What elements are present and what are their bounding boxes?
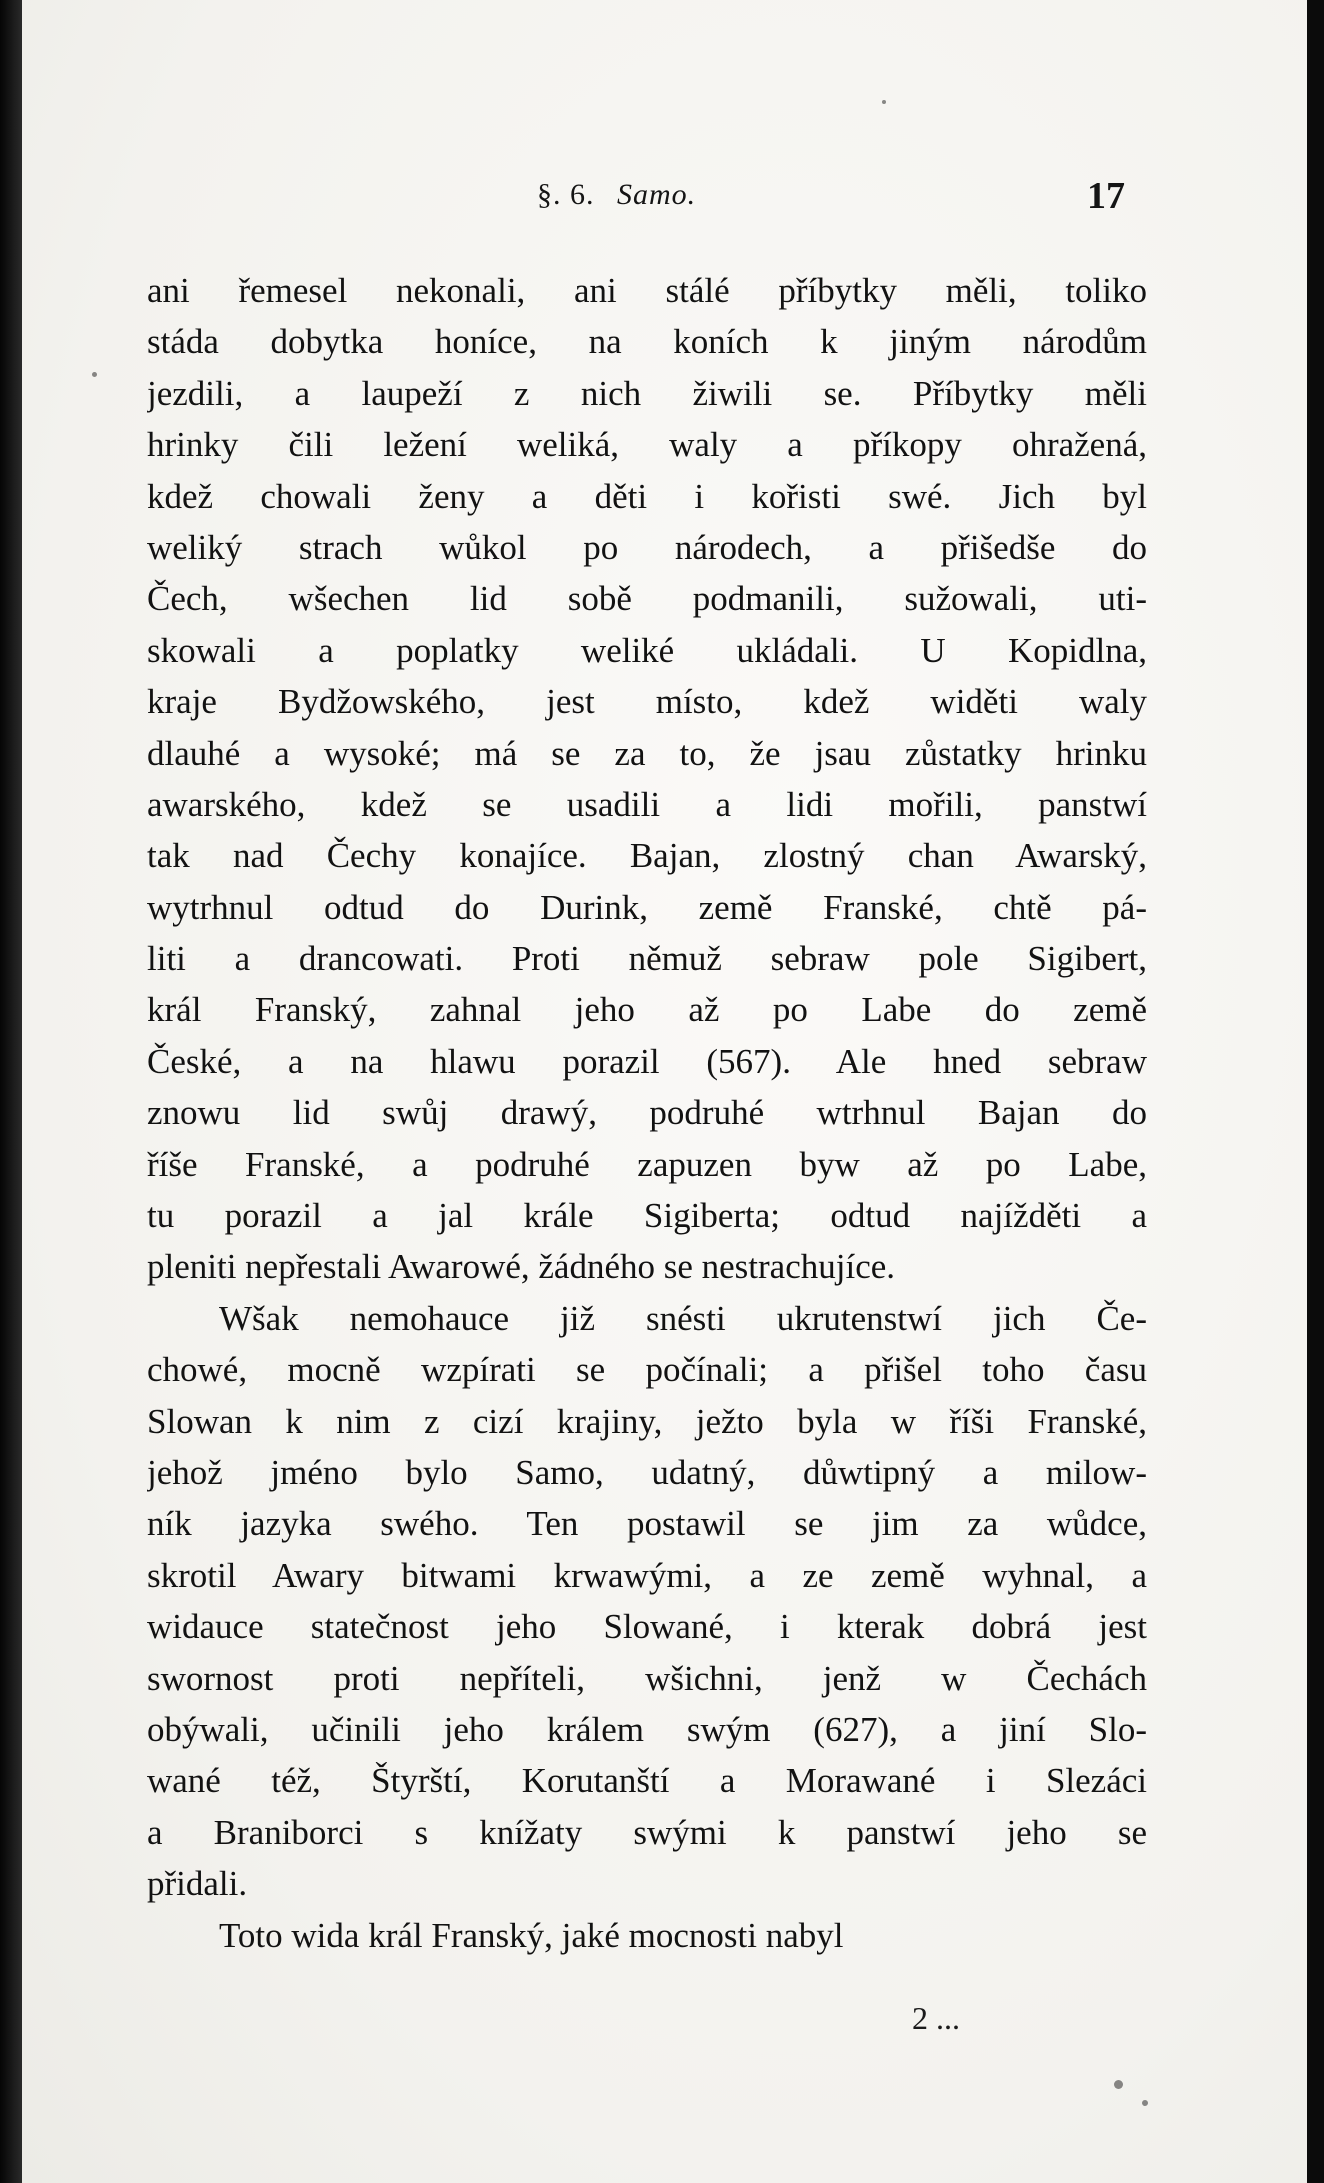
text-line: jehož jméno bylo Samo, udatný, důwtipný a milow- [147,1452,1147,1492]
paper-speck [1114,2080,1123,2089]
paper-speck [92,372,97,377]
text-line: ani řemesel nekonali, ani stálé příbytky měli, toliko [147,271,1147,310]
text-line: widauce statečnost jeho Slowané, i kterak dobrá jest [147,1607,1147,1647]
section-number: §. 6. [537,178,595,211]
text-line: skowali a poplatky weliké ukládali. U Kopidlna, [147,630,1147,670]
book-spine-shadow [0,0,22,2183]
text-line: awarského, kdež se usadili a lidi mořili, panstwí [147,784,1147,824]
text-line: obýwali, učinili jeho králem swým (627), a jiní Slo- [147,1709,1147,1749]
text-line: znowu lid swůj drawý, podruhé wtrhnul Bajan do [147,1093,1147,1133]
text-line: říše Franské, a podruhé zapuzen byw až po Labe, [147,1144,1147,1184]
text-line: kraje Bydžowského, jest místo, kdež widěti waly [147,682,1147,722]
text-line: dlauhé a wysoké; má se za to, že jsau zůstatky hrinku [147,733,1147,773]
text-line: Toto wida král Franský, jaké mocnosti nabyl [219,1915,844,1955]
section-title: Samo. [617,178,697,211]
text-line: hrinky čili ležení weliká, waly a příkopy ohražená, [147,425,1147,465]
text-line: a Braniborci s knížaty swými k panstwí jeho se [147,1812,1147,1852]
paper-speck [1142,2100,1148,2106]
text-line: wané též, Štyrští, Korutanští a Morawané i Slezáci [147,1761,1147,1801]
text-line: swornost proti nepříteli, wšichni, jenž w Čechách [147,1658,1147,1698]
text-line: chowé, mocně wzpírati se počínali; a přišel toho času [147,1350,1147,1390]
text-line: stáda dobytka honíce, na koních k jiným národům [147,322,1147,362]
text-line: wytrhnul odtud do Durink, země Franské, chtě pá- [147,887,1147,927]
signature-mark: 2 ... [912,2000,960,2036]
text-line: Slowan k nim z cizí krajiny, ježto byla w říši Franské, [147,1401,1147,1441]
text-line: král Franský, zahnal jeho až po Labe do země [147,990,1147,1030]
text-line: jezdili, a laupeží z nich žiwili se. Příbytky měli [147,373,1147,413]
text-line: České, a na hlawu porazil (567). Ale hned sebraw [147,1041,1147,1081]
page-number: 17 [1087,175,1125,217]
running-head [22,175,1307,228]
text-line: pleniti nepřestali Awarowé, žádného se nestrachujíce. [147,1247,896,1287]
text-line: tak nad Čechy konajíce. Bajan, zlostný chan Awarský, [147,836,1147,876]
text-line: weliký strach wůkol po národech, a přišedše do [147,527,1147,567]
paper-speck [882,100,886,104]
text-line: Wšak nemohauce již snésti ukrutenstwí jich Če- [219,1298,1147,1338]
book-page [22,0,1307,2183]
text-line: ník jazyka swého. Ten postawil se jim za wůdce, [147,1504,1147,1544]
text-line: kdež chowali ženy a děti i kořisti swé. Jich byl [147,476,1147,516]
body-text [147,265,1147,1961]
text-line: liti a drancowati. Proti němuž sebraw pole Sigibert, [147,939,1147,979]
text-line: skrotil Awary bitwami krwawými, a ze země wyhnal, a [147,1555,1147,1595]
text-line: Čech, wšechen lid sobě podmanili, sužowali, uti- [147,579,1147,619]
text-line: tu porazil a jal krále Sigiberta; odtud najížděti a [147,1196,1147,1236]
text-line: přidali. [147,1864,248,1904]
section-heading [537,178,696,212]
